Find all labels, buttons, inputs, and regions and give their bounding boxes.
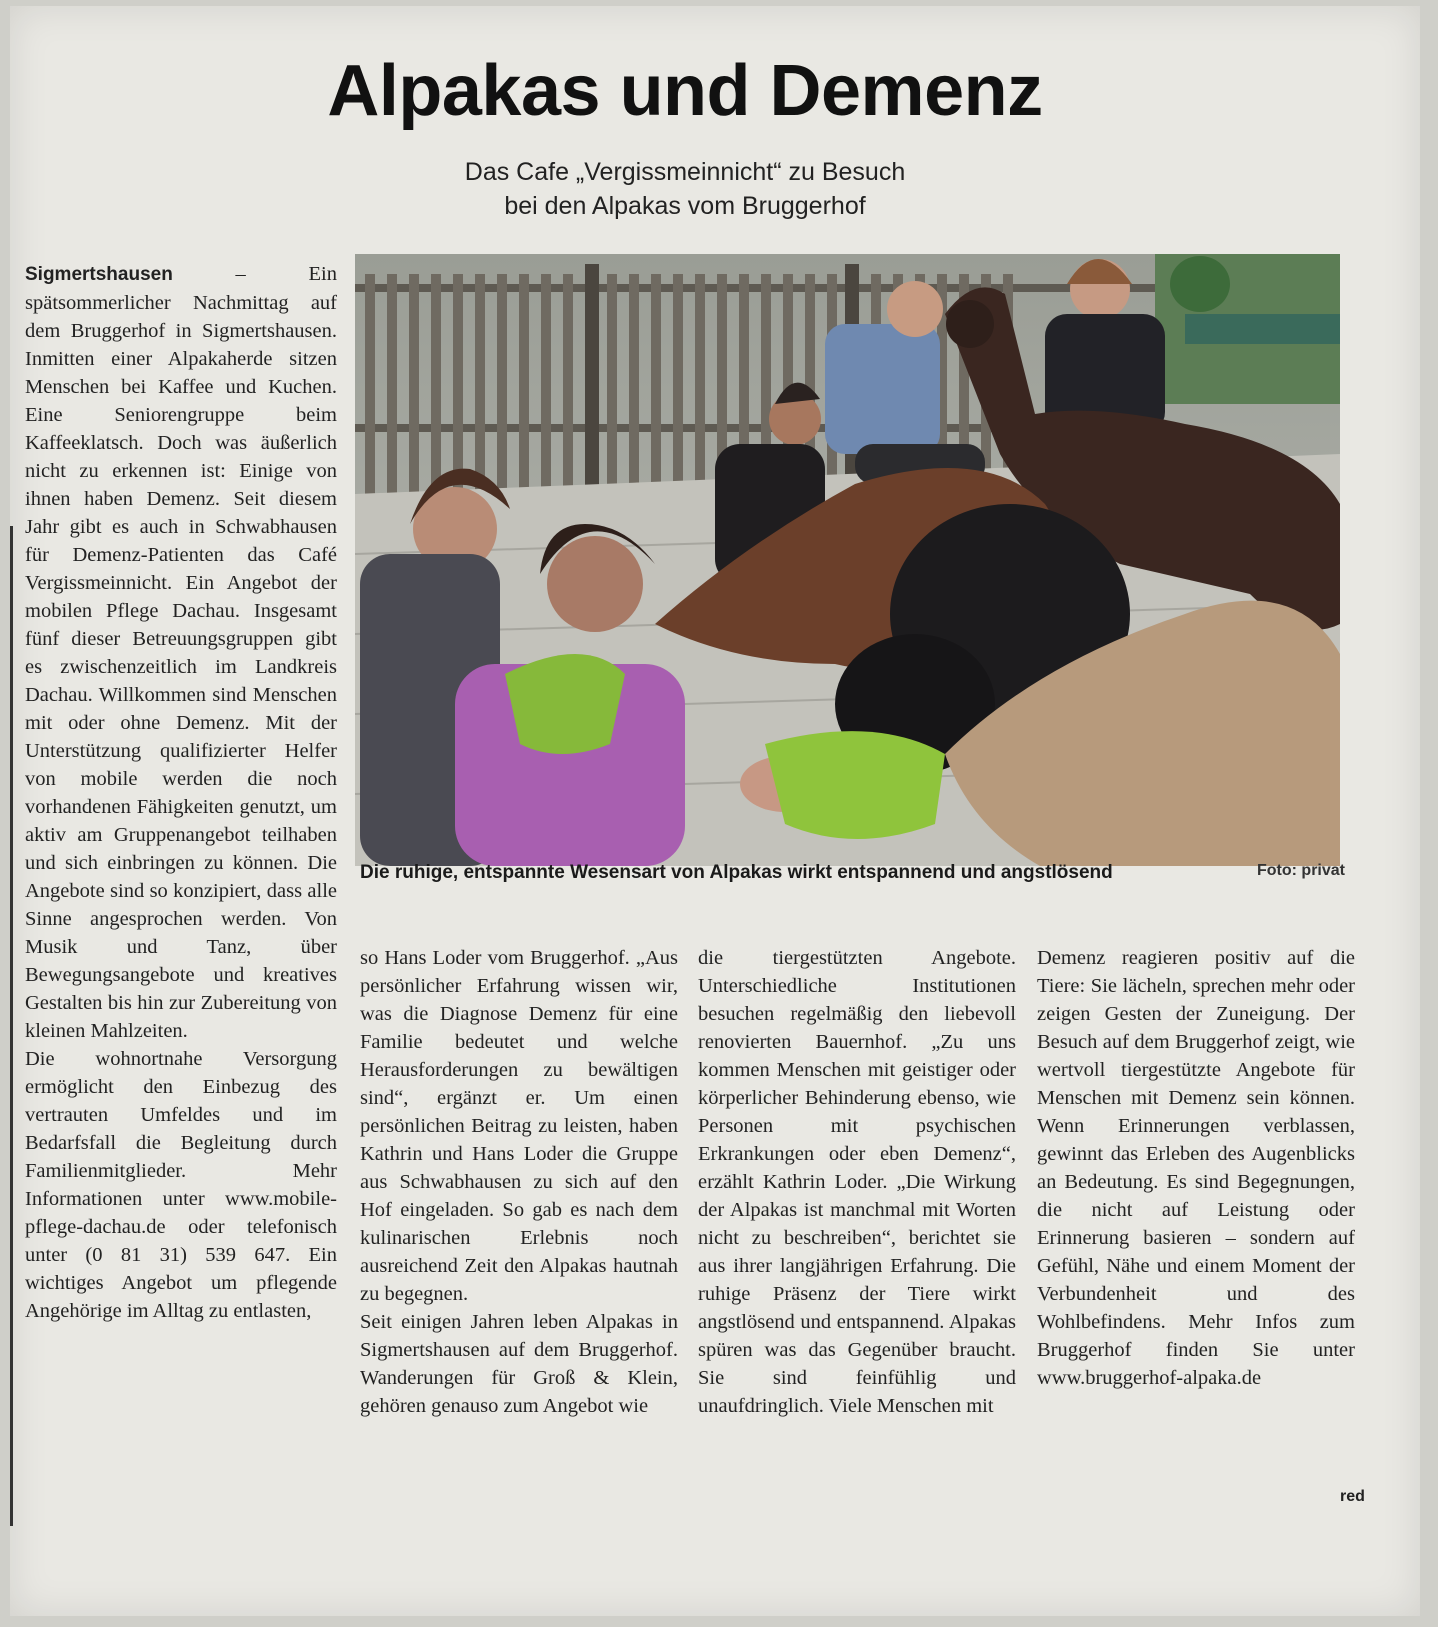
photo-caption: Die ruhige, entspannte Wesensart von Alpakas wirkt entspannend und angstlösend — [360, 862, 1113, 883]
headline: Alpakas und Demenz — [327, 51, 1043, 131]
paragraph: die tiergestützten Angebote. Unterschiedliche Institutionen besuchen regelmäßig den liebevoll renovierten Bauernhof. „Zu uns kommen Menschen mit geistiger oder körperlicher Behinderung ebenso, wie Personen mit psychischen Erkrankungen oder eben Demenz“, erzählt Kathrin Loder. „Die Wirkung der Alpakas ist manchmal mit Worten nicht zu beschreiben“, berichtet sie aus ihrer langjährigen Erfahrung. Die ruhige Präsenz der Tiere wirkt angstlösend und entspannend. Alpakas spüren was das Gegenüber braucht. Sie sind feinfühlig und unaufdringlich. Viele Menschen mit — [698, 947, 1016, 1417]
author-tag: red — [1340, 1488, 1365, 1505]
paragraph: Seit einigen Jahren leben Alpakas in Sigmertshausen auf dem Bruggerhof. Wanderungen für Groß & Klein, gehören genauso zum Angebot wie — [360, 1311, 678, 1417]
paragraph: Die wohnortnahe Versorgung ermöglicht den Einbezug des vertrauten Umfeldes und im Bedarfsfall die Begleitung durch Familienmitglieder. Mehr Informationen unter www.mobile-pflege-dachau.de oder telefonisch unter (0 81 31) 539 647. Ein wichtiges Angebot um pflegende Angehörige im Alltag zu entlasten, — [25, 1048, 337, 1322]
alpaca-photo-illustration — [355, 254, 1340, 866]
lead-paragraph — [25, 260, 337, 1045]
column-2 — [360, 944, 678, 1420]
column-1 — [25, 260, 337, 1325]
subheadline-line-1: Das Cafe „Vergissmeinnicht“ zu Besuch — [464, 158, 906, 186]
photo-caption-row — [360, 862, 1345, 884]
paragraph: so Hans Loder vom Bruggerhof. „Aus persönlicher Erfahrung wissen wir, was die Diagnose Demenz für eine Familie bedeutet und welche Herausforderungen zu bewältigen sind“, ergänzt er. Um einen persönlichen Beitrag zu leisten, haben Kathrin und Hans Loder die Gruppe aus Schwabhausen zu sich auf den Hof eingeladen. So gab es nach dem kulinarischen Erlebnis noch ausreichend Zeit den Alpakas hautnah zu begegnen. — [360, 947, 678, 1305]
column-4 — [1037, 944, 1355, 1392]
lead-text: – Ein spätsommerlicher Nachmittag auf dem Bruggerhof in Sigmertshausen. Inmitten einer Alpakaherde sitzen Menschen bei Kaffee und Kuchen. Eine Seniorengruppe beim Kaffeeklatsch. Doch was äußerlich nicht zu erkennen ist: Einige von ihnen haben Demenz. Seit diesem Jahr gibt es auch in Schwabhausen für Demenz-Patienten das Café Vergissmeinnicht. Ein Angebot der mobilen Pflege Dachau. Insgesamt fünf dieser Betreuungsgruppen gibt es zwischenzeitlich im Landkreis Dachau. Willkommen sind Menschen mit oder ohne Demenz. Mit der Unterstützung qualifizierter Helfer von mobile werden die noch vorhandenen Fähigkeiten genutzt, um aktiv am Gruppenangebot teilhaben und sich einbringen zu können. Die Angebote sind so konzipiert, dass alle Sinne angesprochen werden. Von Musik und Tanz, über Bewegungsangebote und kreatives Gestalten bis hin zur Zubereitung von kleinen Mahlzeiten. — [25, 263, 337, 1042]
photo-credit: Foto: privat — [1257, 862, 1345, 879]
paragraph: Demenz reagieren positiv auf die Tiere: Sie lächeln, sprechen mehr oder zeigen Gesten der Zuneigung. Der Besuch auf dem Bruggerhof zeigt, wie wertvoll tiergestützte Angebote für Menschen mit Demenz sein können. Wenn Erinnerungen verblassen, gewinnt das Erleben des Augenblicks an Bedeutung. Es sind Begegnungen, die nicht auf Leistung oder Erinnerung basieren – sondern auf Gefühl, Nähe und einem Moment der Verbundenheit und des Wohlbefindens. Mehr Infos zum Bruggerhof finden Sie unter www.bruggerhof-alpaka.de — [1037, 947, 1355, 1389]
article-photo — [355, 254, 1340, 866]
dateline: Sigmertshausen — [25, 264, 173, 285]
column-3 — [698, 944, 1016, 1420]
page-edge-line — [10, 526, 13, 1526]
subheadline-line-2: bei den Alpakas vom Bruggerhof — [504, 192, 866, 220]
newspaper-page — [10, 6, 1420, 1616]
